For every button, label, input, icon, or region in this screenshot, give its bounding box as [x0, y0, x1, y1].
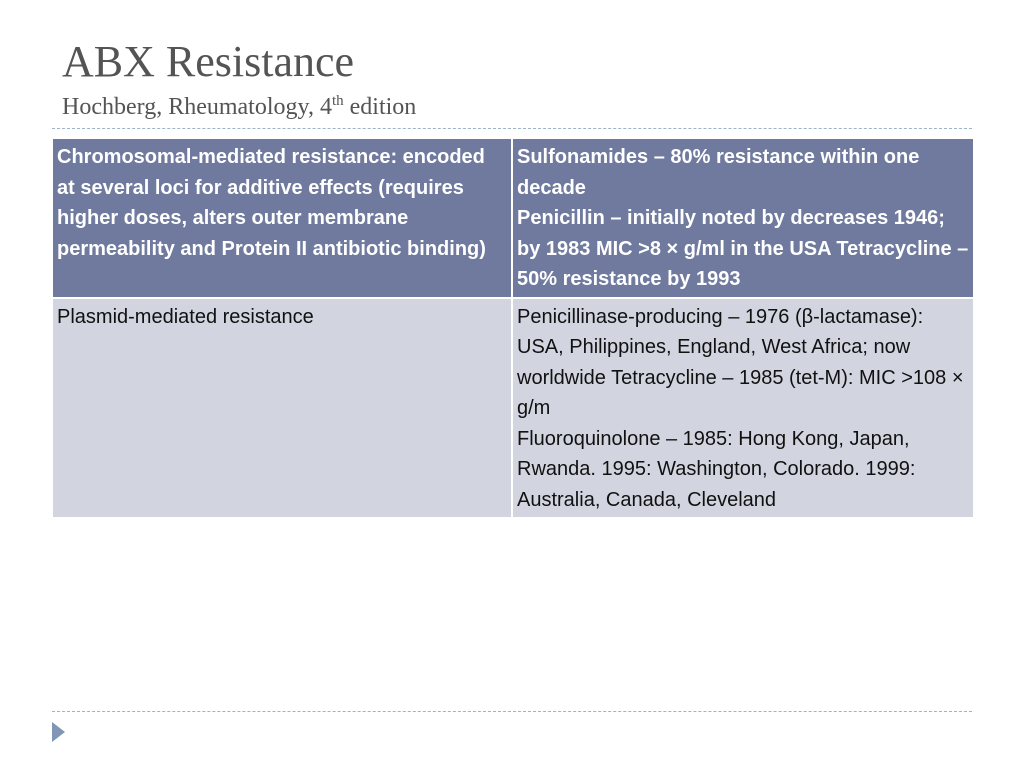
bottom-divider: [52, 711, 972, 712]
table-row: [52, 298, 974, 519]
table-cell-chromosomal-details: [512, 138, 974, 298]
cell-line: Fluoroquinolone – 1985: Hong Kong, Japan, Rwanda. 1995: Washington, Colorado. 1999: Australia, Canada, Cleveland: [517, 427, 916, 511]
slide-subtitle: [62, 93, 416, 120]
subtitle-tail: edition: [343, 94, 417, 120]
resistance-table: [51, 137, 975, 519]
cell-line: Penicillinase-producing – 1976 (β-lactamase): USA, Philippines, England, West Africa; now worldwide Tetracycline – 1985 (tet-M): MIC >108 × g/m: [517, 305, 964, 419]
cell-line: Penicillin – initially noted by decreases 1946; by 1983 MIC >8 × g/ml in the USA Tetracycline – 50% resistance by 1993: [517, 207, 969, 290]
table-cell-chromosomal: Chromosomal-mediated resistance: encoded at several loci for additive effects (requires higher doses, alters outer membrane permeability and Protein II antibiotic binding): [52, 138, 512, 298]
top-divider: [52, 128, 972, 129]
table-cell-plasmid: Plasmid-mediated resistance: [52, 298, 512, 519]
table-row: [52, 138, 974, 298]
subtitle-superscript: th: [331, 93, 344, 109]
cell-line: Sulfonamides – 80% resistance within one decade: [517, 146, 920, 199]
subtitle-text: Hochberg, Rheumatology, 4: [62, 94, 332, 120]
slide-title: ABX Resistance: [62, 37, 355, 86]
triangle-arrow-icon: [52, 722, 65, 742]
table-cell-plasmid-details: [512, 298, 974, 519]
